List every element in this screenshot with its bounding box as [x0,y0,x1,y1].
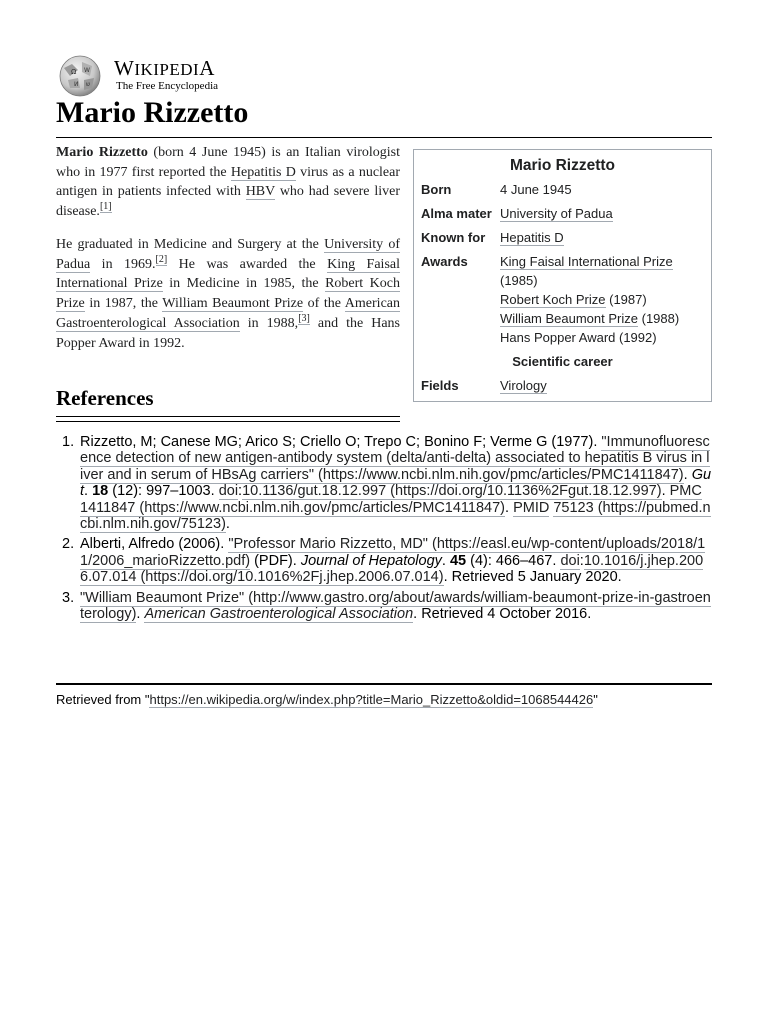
citation-2[interactable]: [2] [155,253,168,265]
wikipedia-logo[interactable] [56,54,296,98]
link-robert-koch-prize[interactable]: Robert Koch Prize [56,276,400,312]
award-robert-koch-link[interactable]: Robert Koch Prize [500,292,606,307]
citation-1[interactable]: [1] [99,201,112,213]
wikipedia-globe-icon [56,54,104,98]
ref2-doi-label-link[interactable]: doi [560,552,580,569]
link-hbv[interactable]: HBV [245,184,275,200]
lead-paragraph-1: Mario Rizzetto (born 4 June 1945) is an Italian virologist who in 1977 first reported the Hepatitis D virus as a nuclear antigen in patients infected with HBV who had severe liver disease.[1] [56,145,401,220]
ref1-pmid-label-link[interactable]: PMID [513,499,550,516]
title-divider [56,137,712,138]
infobox-fields-link[interactable]: Virology [500,378,547,393]
infobox-born-label: Born [421,182,452,197]
ref3-publisher-link[interactable]: American Gastroenterological Association [144,606,414,623]
award-king-faisal-link[interactable]: King Faisal International Prize [500,254,673,269]
infobox-title: Mario Rizzetto [509,157,616,174]
reference-item: 2. Alberti, Alfredo (2006). "Professor Mario Rizzetto, MD" (https://easl.eu/wp-content/uploads/2018/11/2006_marioRizzetto.pdf) (PDF). Journal of Hepatology. 45 (4): 466–467. doi:10.1016/j.jhep.2006.07.014 (https://doi.org/10.1016%2Fj.jhep.2006.07.014). Retrieved 5 January 2020. [62,536,706,586]
page-title: Mario Rizzetto [56,96,249,129]
infobox-awards-label: Awards [421,254,468,269]
subject-name: Mario Rizzetto [56,145,148,160]
link-william-beaumont-prize[interactable]: William Beaumont Prize [162,296,304,312]
ref1-pmc-label-link[interactable]: PMC [669,483,702,500]
link-aga[interactable]: American Gastroenterological Association [56,296,400,331]
wikipedia-wordmark: WIKIPEDIA [114,56,215,80]
infobox-known-for-label: Known for [421,230,486,245]
infobox-fields-label: Fields [421,378,459,393]
citation-3[interactable]: [3] [298,312,310,324]
infobox-born-value: 4 June 1945 [500,182,572,197]
ref1-pmc-link[interactable]: 1411847 (https://www.ncbi.nlm.nih.gov/pmc/articles/PMC1411847) [80,499,506,516]
ref1-doi-label-link[interactable]: doi [218,483,239,500]
ref2-title-link[interactable]: "Professor Mario Rizzetto, MD" (https://easl.eu/wp-content/uploads/2018/11/2006_marioRizzetto.pdf) [80,536,706,569]
retrieved-from-link[interactable]: https://en.wikipedia.org/w/index.php?title=Mario_Rizzetto&oldid=1068544426 [149,692,594,707]
link-hepatitis-d[interactable]: Hepatitis D [230,164,296,180]
footer-divider [56,683,712,685]
lead-paragraph-2: He graduated in Medicine and Surgery at the University of Padua in 1969.[2] He was awarded the King Faisal International Prize in Medicine in 1985, the Robert Koch Prize in 1987, the William Beaumont Prize of the American Gastroenterological Association in 1988,[3] and the Hans Popper Award in 1992. [56,237,401,351]
link-university-of-padua[interactable]: University of Padua [56,237,400,272]
retrieved-from: Retrieved from "https://en.wikipedia.org/w/index.php?title=Mario_Rizzetto&oldid=1068544426" [56,692,598,707]
infobox-alma-mater-link[interactable]: University of Padua [500,206,613,221]
infobox-scientific-career-heading: Scientific career [512,354,613,369]
wikipedia-tagline: The Free Encyclopedia [116,80,219,92]
references-list [56,434,712,626]
infobox [413,149,712,402]
svg-text:ש: ש [86,81,91,88]
ref3-title-link[interactable]: "William Beaumont Prize" (http://www.gastro.org/about/awards/william-beaumont-prize-in-gastroenterology) [80,589,711,623]
award-hans-popper: Hans Popper Award (1992) [500,330,657,345]
references-divider [56,416,400,417]
references-heading: References [56,386,154,410]
link-king-faisal-prize[interactable]: King Faisal International Prize [56,256,400,292]
infobox-alma-mater-label: Alma mater [421,206,492,221]
svg-text:И: И [74,81,79,88]
reference-item: 1. Rizzetto, M; Canese MG; Arico S; Criello O; Trepo C; Bonino F; Verme G (1977). "Immunofluorescence detection of new antigen-antibody system (delta/anti-delta) associated to hepatitis B virus in liver and in serum of HBsAg carriers" (https://www.ncbi.nlm.nih.gov/pmc/articles/PMC1411847). Gut. 18 (12): 997–1003. doi:10.1136/gut.18.12.997 (https://doi.org/10.1136%2Fgut.18.12.997). PMC 1411847 (https://www.ncbi.nlm.nih.gov/pmc/articles/PMC1411847). PMID 75123 (https://pubmed.ncbi.nlm.nih.gov/75123). [62,434,712,533]
ref1-title-link[interactable]: "Immunofluorescence detection of new antigen-antibody system (delta/anti-delta) associated to hepatitis B virus in liver and in serum of HBsAg carriers" (https://www.ncbi.nlm.nih.gov/pmc/articles/PMC1411847) [80,434,710,483]
award-william-beaumont-link[interactable]: William Beaumont Prize [500,311,638,326]
svg-text:Ω: Ω [71,68,77,76]
infobox-awards-list: King Faisal International Prize (1985) Robert Koch Prize (1987) William Beaumont Prize (1988) Hans Popper Award (1992) [500,252,705,347]
reference-item: 3. "William Beaumont Prize" (http://www.gastro.org/about/awards/william-beaumont-prize-in-gastroenterology). American Gastroenterological Association. Retrieved 4 October 2016. [62,589,711,623]
infobox-known-for-link[interactable]: Hepatitis D [500,230,564,245]
ref1-doi-link[interactable]: 10.1136/gut.18.12.997 (https://doi.org/10.1136%2Fgut.18.12.997) [242,483,662,500]
svg-text:W: W [84,67,90,74]
references-divider-secondary [56,421,400,422]
ref1-pmid-link[interactable]: 75123 (https://pubmed.ncbi.nlm.nih.gov/75123) [80,499,711,533]
ref2-doi-link[interactable]: 10.1016/j.jhep.2006.07.014 (https://doi.org/10.1016%2Fj.jhep.2006.07.014) [80,552,704,586]
award-king-faisal-year: (1985) [500,273,538,288]
